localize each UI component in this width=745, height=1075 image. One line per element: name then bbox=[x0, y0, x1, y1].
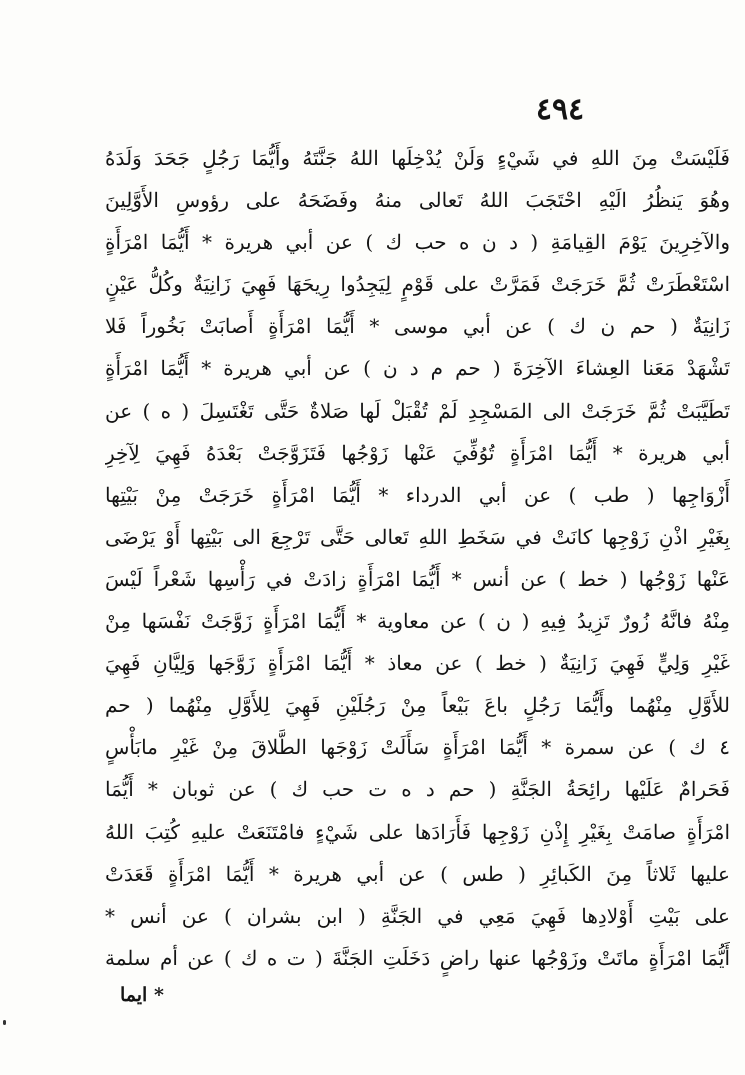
text-line: مِنْهُ فانَّهُ زُورٌ تَزِيدُ فِيهِ ( ن ) عن معاوية * أَيُّمَا امْرَأَةٍ زَوَّجَتْ نَفْسَها مِنْ bbox=[105, 609, 730, 634]
text-line: غَيْرِ وَلِيٍّ فَهِيَ زَانِيَةٌ ( خط ) عن معاذ * أَيُّمَا امْرَأَةٍ زَوَّجَها وَلِيَّانِ فَهِيَ bbox=[105, 651, 730, 676]
text-line: للأَوَّلِ مِنْهُما وأَيُّمَا رَجُلٍ باعَ بَيْعاً مِنْ رَجُلَيْنِ فَهِيَ لِلأَوَّلِ مِنْهُما ( حم bbox=[105, 693, 730, 718]
text-line: أَزْوَاجِها ( طب ) عن أبي الدرداء * أَيُّمَا امْرَأَةٍ خَرَجَتْ مِنْ بَيْتِها bbox=[105, 482, 730, 507]
text-line: عليها ثَلاثاً مِنَ الكَبائِرِ ( طس ) عن أبي هريرة * أَيُّمَا امْرَأَةٍ قَعَدَتْ bbox=[105, 861, 730, 886]
text-line: عَنْها زَوْجُها ( خط ) عن أنس * أَيُّمَا امْرَأَةٍ زادَتْ في رَأْسِها شَعْراً لَيْسَ bbox=[105, 566, 730, 591]
text-line: وهُوَ يَنظُرُ الَيْهِ احْتَجَبَ اللهُ تَعالى منهُ وفَضَحَهُ على رؤوسِ الأَوَّلِينَ bbox=[105, 188, 730, 213]
text-line: تَطَيَّبَتْ ثُمَّ خَرَجَتْ الى المَسْجِدِ لَمْ تُقْبَلْ لَها صَلاةٌ حَتَّى تَغْتَسِلَ ( ه ) عن bbox=[105, 398, 730, 423]
text-line: على بَيْتِ أَوْلادِها فَهِيَ مَعِي في الجَنَّةِ ( ابن بشران ) عن أنس * bbox=[105, 903, 730, 928]
text-line: فَلَيْسَتْ مِنَ اللهِ في شَيْءٍ وَلَنْ يُدْخِلَها اللهُ جَنَّتَهُ وأَيُّمَا رَجُلٍ جَحَدَ وَلَدَهُ bbox=[105, 146, 730, 170]
text-line: أبي هريرة * أَيُّمَا امْرَأَةٍ تُوُفِّيَ عَنْها زَوْجُها فَتَزَوَّجَتْ بَعْدَهُ فَهِيَ لِآخِرِ bbox=[105, 440, 730, 465]
text-line: ٤ ك ) عن سمرة * أَيُّمَا امْرَأَةٍ سَأَلَتْ زَوْجَها الطَّلاقَ مِنْ غَيْرِ مابَأْسٍ bbox=[105, 735, 730, 760]
text-line: والآخِرِينَ يَوْمَ القِيامَةِ ( د ن ه حب ك ) عن أبي هريرة * أَيُّمَا امْرَأَةٍ bbox=[105, 230, 730, 255]
text-line: فَحَرامٌ عَلَيْها رائِحَةُ الجَنَّةِ ( حم د ه ت حب ك ) عن ثوبان * أَيُّمَا bbox=[105, 777, 730, 802]
text-line: اسْتَعْطَرَتْ ثُمَّ خَرَجَتْ فَمَرَّتْ على قَوْمٍ لِيَجِدُوا رِيحَهَا فَهِيَ زَانِيَةٌ وكُلُّ عَيْنٍ bbox=[105, 272, 730, 297]
text-line: تَشْهَدْ مَعَنا العِشاءَ الآخِرَةَ ( حم م د ن ) عن أبي هريرة * أَيُّمَا امْرَأَةٍ bbox=[105, 356, 730, 381]
text-line: زَانِيَةٌ ( حم ن ك ) عن أبي موسى * أَيُّمَا امْرَأَةٍ أَصابَتْ بَخُوراً فَلا bbox=[105, 314, 730, 339]
page-number: ٤٩٤ bbox=[535, 92, 585, 127]
text-line: امْرَأَةٍ صامَتْ بِغَيْرِ إِذْنِ زَوْجِها فَأَرَادَها على شَيْءٍ فامْتَنَعَتْ عليهِ كُتِبَ اللهُ bbox=[105, 819, 730, 844]
hadith-text-block bbox=[105, 137, 730, 979]
text-line: بِغَيْرِ اذْنِ زَوْجِها كانَتْ في سَخَطِ اللهِ تَعالى حَتَّى تَرْجِعَ الى بَيْتِها أَوْ يَرْضَى bbox=[105, 524, 730, 549]
scan-speck bbox=[3, 1020, 6, 1025]
catchword: * ايما bbox=[120, 984, 164, 1006]
text-line: أَيُّمَا امْرَأَةٍ ماتَتْ وزَوْجُها عنها راضٍ دَخَلَتِ الجَنَّةَ ( ت ه ك ) عن أم سلمة bbox=[105, 945, 730, 970]
